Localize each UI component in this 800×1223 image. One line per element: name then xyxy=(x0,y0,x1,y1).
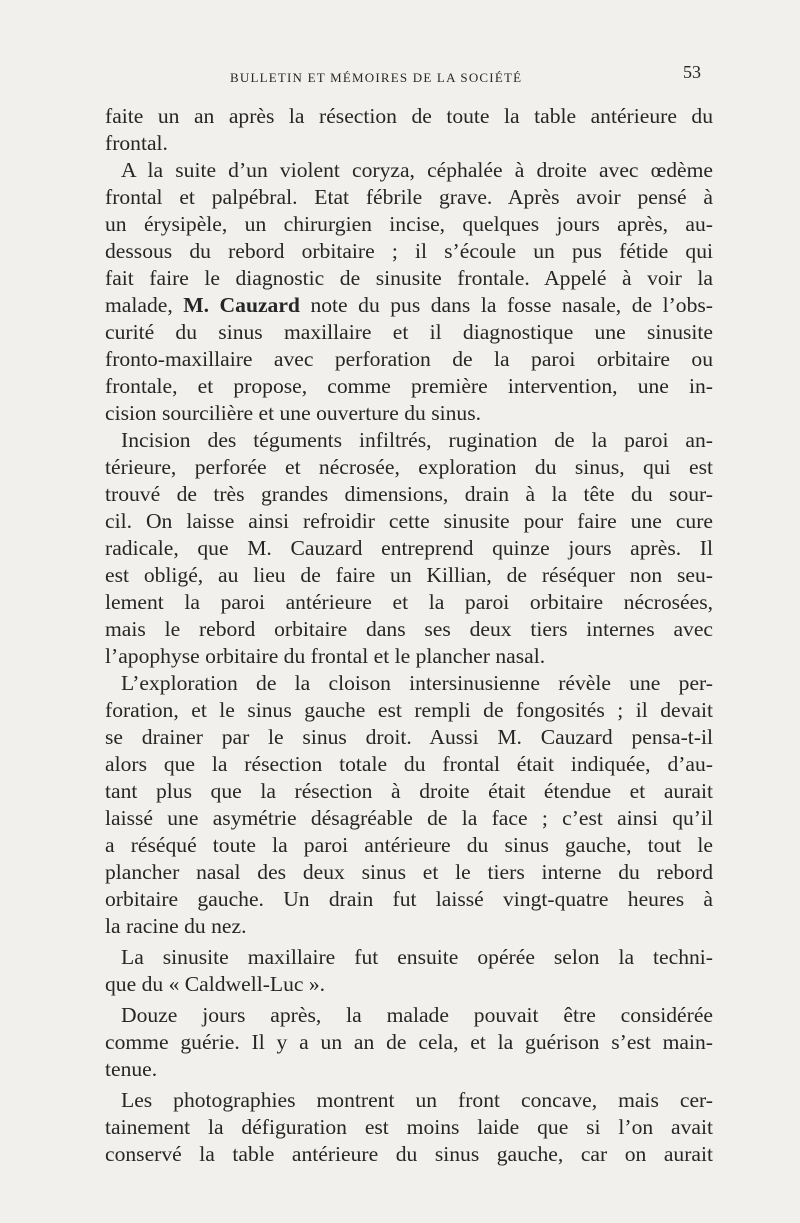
running-title: BULLETIN ET MÉMOIRES DE LA SOCIÉTÉ xyxy=(230,70,523,85)
text-line: orbitaire gauche. Un drain fut laissé vingt-quatre heures à xyxy=(105,887,713,911)
text-line: que du « Caldwell-Luc ». xyxy=(105,972,326,996)
text-line: conservé la table antérieure du sinus gauche, car on aurait xyxy=(105,1142,713,1166)
paragraph xyxy=(105,427,713,670)
text-line: fait faire le diagnostic de sinusite frontale. Appelé à voir la xyxy=(105,266,713,290)
text-line: laissé une asymétrie désagréable de la face ; c’est ainsi qu’il xyxy=(105,806,713,830)
text-line-with-name xyxy=(105,292,713,319)
text-line: curité du sinus maxillaire et il diagnostique une sinusite xyxy=(105,320,713,344)
text-line: frontale, et propose, comme première intervention, une in- xyxy=(105,374,713,398)
text-line: a réséqué toute la paroi antérieure du sinus gauche, tout le xyxy=(105,833,713,857)
author-name: M. Cauzard xyxy=(183,293,300,317)
text-fragment: note du pus dans la fosse nasale, de l’obs- xyxy=(310,293,713,317)
text-line: alors que la résection totale du frontal était indiquée, d’au- xyxy=(105,752,713,776)
text-line: se drainer par le sinus droit. Aussi M. Cauzard pensa-t-il xyxy=(105,725,713,749)
text-line: cision sourcilière et une ouverture du sinus. xyxy=(105,401,481,425)
text-line: cil. On laisse ainsi refroidir cette sinusite pour faire une cure xyxy=(105,509,713,533)
body-text xyxy=(105,103,713,1168)
text-line: faite un an après la résection de toute la table antérieure du xyxy=(105,104,713,128)
paragraph xyxy=(105,1002,713,1083)
text-line: un érysipèle, un chirurgien incise, quelques jours après, au- xyxy=(105,212,713,236)
paragraph xyxy=(105,1087,713,1168)
text-line: frontal et palpébral. Etat fébrile grave. Après avoir pensé à xyxy=(105,185,713,209)
text-line: la racine du nez. xyxy=(105,914,247,938)
text-line: foration, et le sinus gauche est rempli de fongosités ; il devait xyxy=(105,698,713,722)
text-line: Incision des téguments infiltrés, rugination de la paroi an- xyxy=(121,428,713,452)
text-line: térieure, perforée et nécrosée, exploration du sinus, qui est xyxy=(105,455,713,479)
text-line: tainement la défiguration est moins laide que si l’on avait xyxy=(105,1115,713,1139)
paragraph xyxy=(105,670,713,940)
page-number: 53 xyxy=(683,62,701,82)
paragraph xyxy=(105,103,713,157)
text-line: radicale, que M. Cauzard entreprend quinze jours après. Il xyxy=(105,536,713,560)
paragraph xyxy=(105,157,713,427)
text-line: plancher nasal des deux sinus et le tiers interne du rebord xyxy=(105,860,713,884)
text-line: mais le rebord orbitaire dans ses deux tiers internes avec xyxy=(105,617,713,641)
text-line: tant plus que la résection à droite était étendue et aurait xyxy=(105,779,713,803)
text-line: l’apophyse orbitaire du frontal et le plancher nasal. xyxy=(105,644,546,668)
text-fragment: malade, xyxy=(105,293,173,317)
text-line: fronto-maxillaire avec perforation de la paroi orbitaire ou xyxy=(105,347,713,371)
text-line: tenue. xyxy=(105,1057,158,1081)
text-line: dessous du rebord orbitaire ; il s’écoule un pus fétide qui xyxy=(105,239,713,263)
text-line: comme guérie. Il y a un an de cela, et la guérison s’est main- xyxy=(105,1030,713,1054)
text-line: L’exploration de la cloison intersinusienne révèle une per- xyxy=(121,671,713,695)
paragraph xyxy=(105,944,713,998)
text-line: frontal. xyxy=(105,131,168,155)
text-line: La sinusite maxillaire fut ensuite opérée selon la techni- xyxy=(121,945,713,969)
text-line: Les photographies montrent un front concave, mais cer- xyxy=(121,1088,713,1112)
text-line: Douze jours après, la malade pouvait être considérée xyxy=(121,1003,713,1027)
text-line: est obligé, au lieu de faire un Killian, de réséquer non seu- xyxy=(105,563,713,587)
text-line: A la suite d’un violent coryza, céphalée à droite avec œdème xyxy=(121,158,713,182)
text-line: lement la paroi antérieure et la paroi orbitaire nécrosées, xyxy=(105,590,713,614)
text-line: trouvé de très grandes dimensions, drain à la tête du sour- xyxy=(105,482,713,506)
